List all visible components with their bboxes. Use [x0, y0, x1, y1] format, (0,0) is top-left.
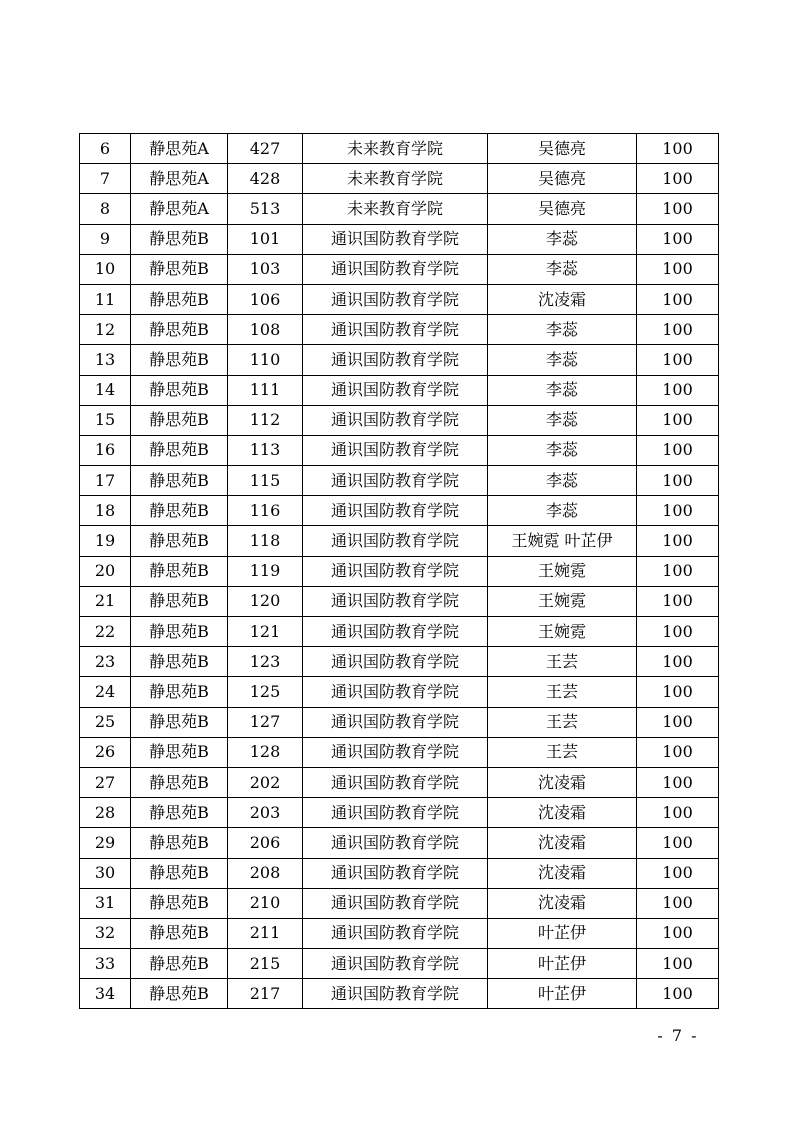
building-cell: 静思苑B: [131, 617, 228, 647]
score-cell: 100: [637, 466, 719, 496]
college-cell: 通识国防教育学院: [303, 617, 488, 647]
table-row: [80, 526, 719, 556]
building-cell: 静思苑B: [131, 556, 228, 586]
score-cell: 100: [637, 979, 719, 1009]
table-row: [80, 647, 719, 677]
score-cell: 100: [637, 707, 719, 737]
score-cell: 100: [637, 767, 719, 797]
college-cell: 通识国防教育学院: [303, 888, 488, 918]
college-cell: 通识国防教育学院: [303, 556, 488, 586]
counselor-cell: 沈凌霜: [488, 798, 637, 828]
score-cell: 100: [637, 737, 719, 767]
table-row: [80, 164, 719, 194]
counselor-cell: 李蕊: [488, 345, 637, 375]
counselor-cell: 王芸: [488, 707, 637, 737]
score-cell: 100: [637, 435, 719, 465]
row-number-cell: 15: [80, 405, 131, 435]
score-cell: 100: [637, 918, 719, 948]
dormitory-score-table: [79, 133, 719, 1009]
score-cell: 100: [637, 677, 719, 707]
counselor-cell: 李蕊: [488, 435, 637, 465]
row-number-cell: 26: [80, 737, 131, 767]
college-cell: 通识国防教育学院: [303, 949, 488, 979]
room-number-cell: 206: [228, 828, 303, 858]
room-number-cell: 113: [228, 435, 303, 465]
row-number-cell: 6: [80, 134, 131, 164]
room-number-cell: 215: [228, 949, 303, 979]
college-cell: 通识国防教育学院: [303, 979, 488, 1009]
room-number-cell: 217: [228, 979, 303, 1009]
building-cell: 静思苑B: [131, 918, 228, 948]
table-row: [80, 918, 719, 948]
table-row: [80, 375, 719, 405]
table-row: [80, 979, 719, 1009]
college-cell: 通识国防教育学院: [303, 526, 488, 556]
row-number-cell: 23: [80, 647, 131, 677]
building-cell: 静思苑B: [131, 798, 228, 828]
table-row: [80, 949, 719, 979]
counselor-cell: 王芸: [488, 647, 637, 677]
row-number-cell: 11: [80, 284, 131, 314]
college-cell: 通识国防教育学院: [303, 647, 488, 677]
building-cell: 静思苑A: [131, 164, 228, 194]
row-number-cell: 13: [80, 345, 131, 375]
room-number-cell: 427: [228, 134, 303, 164]
row-number-cell: 18: [80, 496, 131, 526]
building-cell: 静思苑B: [131, 707, 228, 737]
building-cell: 静思苑B: [131, 949, 228, 979]
table-row: [80, 345, 719, 375]
row-number-cell: 22: [80, 617, 131, 647]
room-number-cell: 110: [228, 345, 303, 375]
table-row: [80, 194, 719, 224]
counselor-cell: 李蕊: [488, 405, 637, 435]
room-number-cell: 125: [228, 677, 303, 707]
room-number-cell: 428: [228, 164, 303, 194]
score-cell: 100: [637, 647, 719, 677]
college-cell: 通识国防教育学院: [303, 405, 488, 435]
room-number-cell: 118: [228, 526, 303, 556]
score-cell: 100: [637, 405, 719, 435]
counselor-cell: 李蕊: [488, 224, 637, 254]
score-cell: 100: [637, 556, 719, 586]
room-number-cell: 106: [228, 284, 303, 314]
room-number-cell: 210: [228, 888, 303, 918]
score-cell: 100: [637, 526, 719, 556]
counselor-cell: 吴德亮: [488, 194, 637, 224]
row-number-cell: 10: [80, 254, 131, 284]
counselor-cell: 王芸: [488, 737, 637, 767]
counselor-cell: 沈凌霜: [488, 767, 637, 797]
row-number-cell: 28: [80, 798, 131, 828]
building-cell: 静思苑B: [131, 767, 228, 797]
college-cell: 未来教育学院: [303, 134, 488, 164]
table-row: [80, 586, 719, 616]
row-number-cell: 27: [80, 767, 131, 797]
college-cell: 通识国防教育学院: [303, 254, 488, 284]
college-cell: 通识国防教育学院: [303, 828, 488, 858]
building-cell: 静思苑B: [131, 405, 228, 435]
table-row: [80, 858, 719, 888]
room-number-cell: 123: [228, 647, 303, 677]
table-row: [80, 798, 719, 828]
college-cell: 通识国防教育学院: [303, 798, 488, 828]
table-row: [80, 677, 719, 707]
table-body: [80, 134, 719, 1009]
college-cell: 通识国防教育学院: [303, 496, 488, 526]
score-cell: 100: [637, 617, 719, 647]
building-cell: 静思苑B: [131, 677, 228, 707]
table-row: [80, 405, 719, 435]
row-number-cell: 12: [80, 315, 131, 345]
counselor-cell: 李蕊: [488, 466, 637, 496]
building-cell: 静思苑B: [131, 888, 228, 918]
score-cell: 100: [637, 254, 719, 284]
table-row: [80, 888, 719, 918]
building-cell: 静思苑A: [131, 194, 228, 224]
row-number-cell: 31: [80, 888, 131, 918]
room-number-cell: 513: [228, 194, 303, 224]
room-number-cell: 211: [228, 918, 303, 948]
college-cell: 通识国防教育学院: [303, 375, 488, 405]
room-number-cell: 202: [228, 767, 303, 797]
college-cell: 未来教育学院: [303, 164, 488, 194]
room-number-cell: 108: [228, 315, 303, 345]
score-cell: 100: [637, 828, 719, 858]
row-number-cell: 34: [80, 979, 131, 1009]
table-row: [80, 828, 719, 858]
counselor-cell: 叶芷伊: [488, 979, 637, 1009]
room-number-cell: 128: [228, 737, 303, 767]
row-number-cell: 8: [80, 194, 131, 224]
counselor-cell: 李蕊: [488, 315, 637, 345]
counselor-cell: 王婉霓 叶芷伊: [488, 526, 637, 556]
college-cell: 通识国防教育学院: [303, 586, 488, 616]
college-cell: 通识国防教育学院: [303, 707, 488, 737]
counselor-cell: 沈凌霜: [488, 284, 637, 314]
building-cell: 静思苑B: [131, 345, 228, 375]
room-number-cell: 127: [228, 707, 303, 737]
score-cell: 100: [637, 315, 719, 345]
score-cell: 100: [637, 134, 719, 164]
counselor-cell: 王婉霓: [488, 617, 637, 647]
building-cell: 静思苑B: [131, 647, 228, 677]
building-cell: 静思苑B: [131, 737, 228, 767]
row-number-cell: 19: [80, 526, 131, 556]
table-row: [80, 707, 719, 737]
room-number-cell: 103: [228, 254, 303, 284]
room-number-cell: 112: [228, 405, 303, 435]
room-number-cell: 121: [228, 617, 303, 647]
row-number-cell: 9: [80, 224, 131, 254]
building-cell: 静思苑B: [131, 254, 228, 284]
table-row: [80, 134, 719, 164]
score-cell: 100: [637, 798, 719, 828]
row-number-cell: 16: [80, 435, 131, 465]
table-row: [80, 556, 719, 586]
college-cell: 通识国防教育学院: [303, 315, 488, 345]
counselor-cell: 李蕊: [488, 375, 637, 405]
table-row: [80, 617, 719, 647]
score-cell: 100: [637, 224, 719, 254]
table-row: [80, 466, 719, 496]
row-number-cell: 25: [80, 707, 131, 737]
room-number-cell: 208: [228, 858, 303, 888]
counselor-cell: 沈凌霜: [488, 888, 637, 918]
counselor-cell: 沈凌霜: [488, 828, 637, 858]
counselor-cell: 李蕊: [488, 254, 637, 284]
building-cell: 静思苑B: [131, 496, 228, 526]
counselor-cell: 沈凌霜: [488, 858, 637, 888]
row-number-cell: 17: [80, 466, 131, 496]
college-cell: 通识国防教育学院: [303, 466, 488, 496]
score-cell: 100: [637, 586, 719, 616]
college-cell: 通识国防教育学院: [303, 345, 488, 375]
college-cell: 通识国防教育学院: [303, 224, 488, 254]
building-cell: 静思苑A: [131, 134, 228, 164]
counselor-cell: 吴德亮: [488, 134, 637, 164]
building-cell: 静思苑B: [131, 284, 228, 314]
room-number-cell: 116: [228, 496, 303, 526]
room-number-cell: 119: [228, 556, 303, 586]
counselor-cell: 叶芷伊: [488, 949, 637, 979]
row-number-cell: 21: [80, 586, 131, 616]
college-cell: 通识国防教育学院: [303, 858, 488, 888]
counselor-cell: 李蕊: [488, 496, 637, 526]
room-number-cell: 115: [228, 466, 303, 496]
table-row: [80, 496, 719, 526]
building-cell: 静思苑B: [131, 858, 228, 888]
college-cell: 通识国防教育学院: [303, 435, 488, 465]
counselor-cell: 王婉霓: [488, 556, 637, 586]
building-cell: 静思苑B: [131, 586, 228, 616]
page-number: - 7 -: [657, 1026, 699, 1045]
table-row: [80, 767, 719, 797]
table-row: [80, 254, 719, 284]
counselor-cell: 王芸: [488, 677, 637, 707]
score-cell: 100: [637, 194, 719, 224]
college-cell: 通识国防教育学院: [303, 677, 488, 707]
room-number-cell: 101: [228, 224, 303, 254]
score-cell: 100: [637, 858, 719, 888]
building-cell: 静思苑B: [131, 375, 228, 405]
table-row: [80, 435, 719, 465]
college-cell: 通识国防教育学院: [303, 918, 488, 948]
room-number-cell: 203: [228, 798, 303, 828]
score-cell: 100: [637, 164, 719, 194]
room-number-cell: 120: [228, 586, 303, 616]
counselor-cell: 吴德亮: [488, 164, 637, 194]
row-number-cell: 33: [80, 949, 131, 979]
counselor-cell: 王婉霓: [488, 586, 637, 616]
building-cell: 静思苑B: [131, 224, 228, 254]
row-number-cell: 24: [80, 677, 131, 707]
score-cell: 100: [637, 496, 719, 526]
score-cell: 100: [637, 888, 719, 918]
building-cell: 静思苑B: [131, 979, 228, 1009]
table-row: [80, 284, 719, 314]
row-number-cell: 29: [80, 828, 131, 858]
score-cell: 100: [637, 375, 719, 405]
table-row: [80, 737, 719, 767]
table-row: [80, 315, 719, 345]
college-cell: 未来教育学院: [303, 194, 488, 224]
college-cell: 通识国防教育学院: [303, 737, 488, 767]
row-number-cell: 7: [80, 164, 131, 194]
row-number-cell: 30: [80, 858, 131, 888]
college-cell: 通识国防教育学院: [303, 767, 488, 797]
row-number-cell: 14: [80, 375, 131, 405]
college-cell: 通识国防教育学院: [303, 284, 488, 314]
score-cell: 100: [637, 345, 719, 375]
row-number-cell: 20: [80, 556, 131, 586]
table-row: [80, 224, 719, 254]
building-cell: 静思苑B: [131, 315, 228, 345]
row-number-cell: 32: [80, 918, 131, 948]
score-cell: 100: [637, 949, 719, 979]
counselor-cell: 叶芷伊: [488, 918, 637, 948]
building-cell: 静思苑B: [131, 435, 228, 465]
building-cell: 静思苑B: [131, 526, 228, 556]
score-cell: 100: [637, 284, 719, 314]
room-number-cell: 111: [228, 375, 303, 405]
building-cell: 静思苑B: [131, 466, 228, 496]
building-cell: 静思苑B: [131, 828, 228, 858]
